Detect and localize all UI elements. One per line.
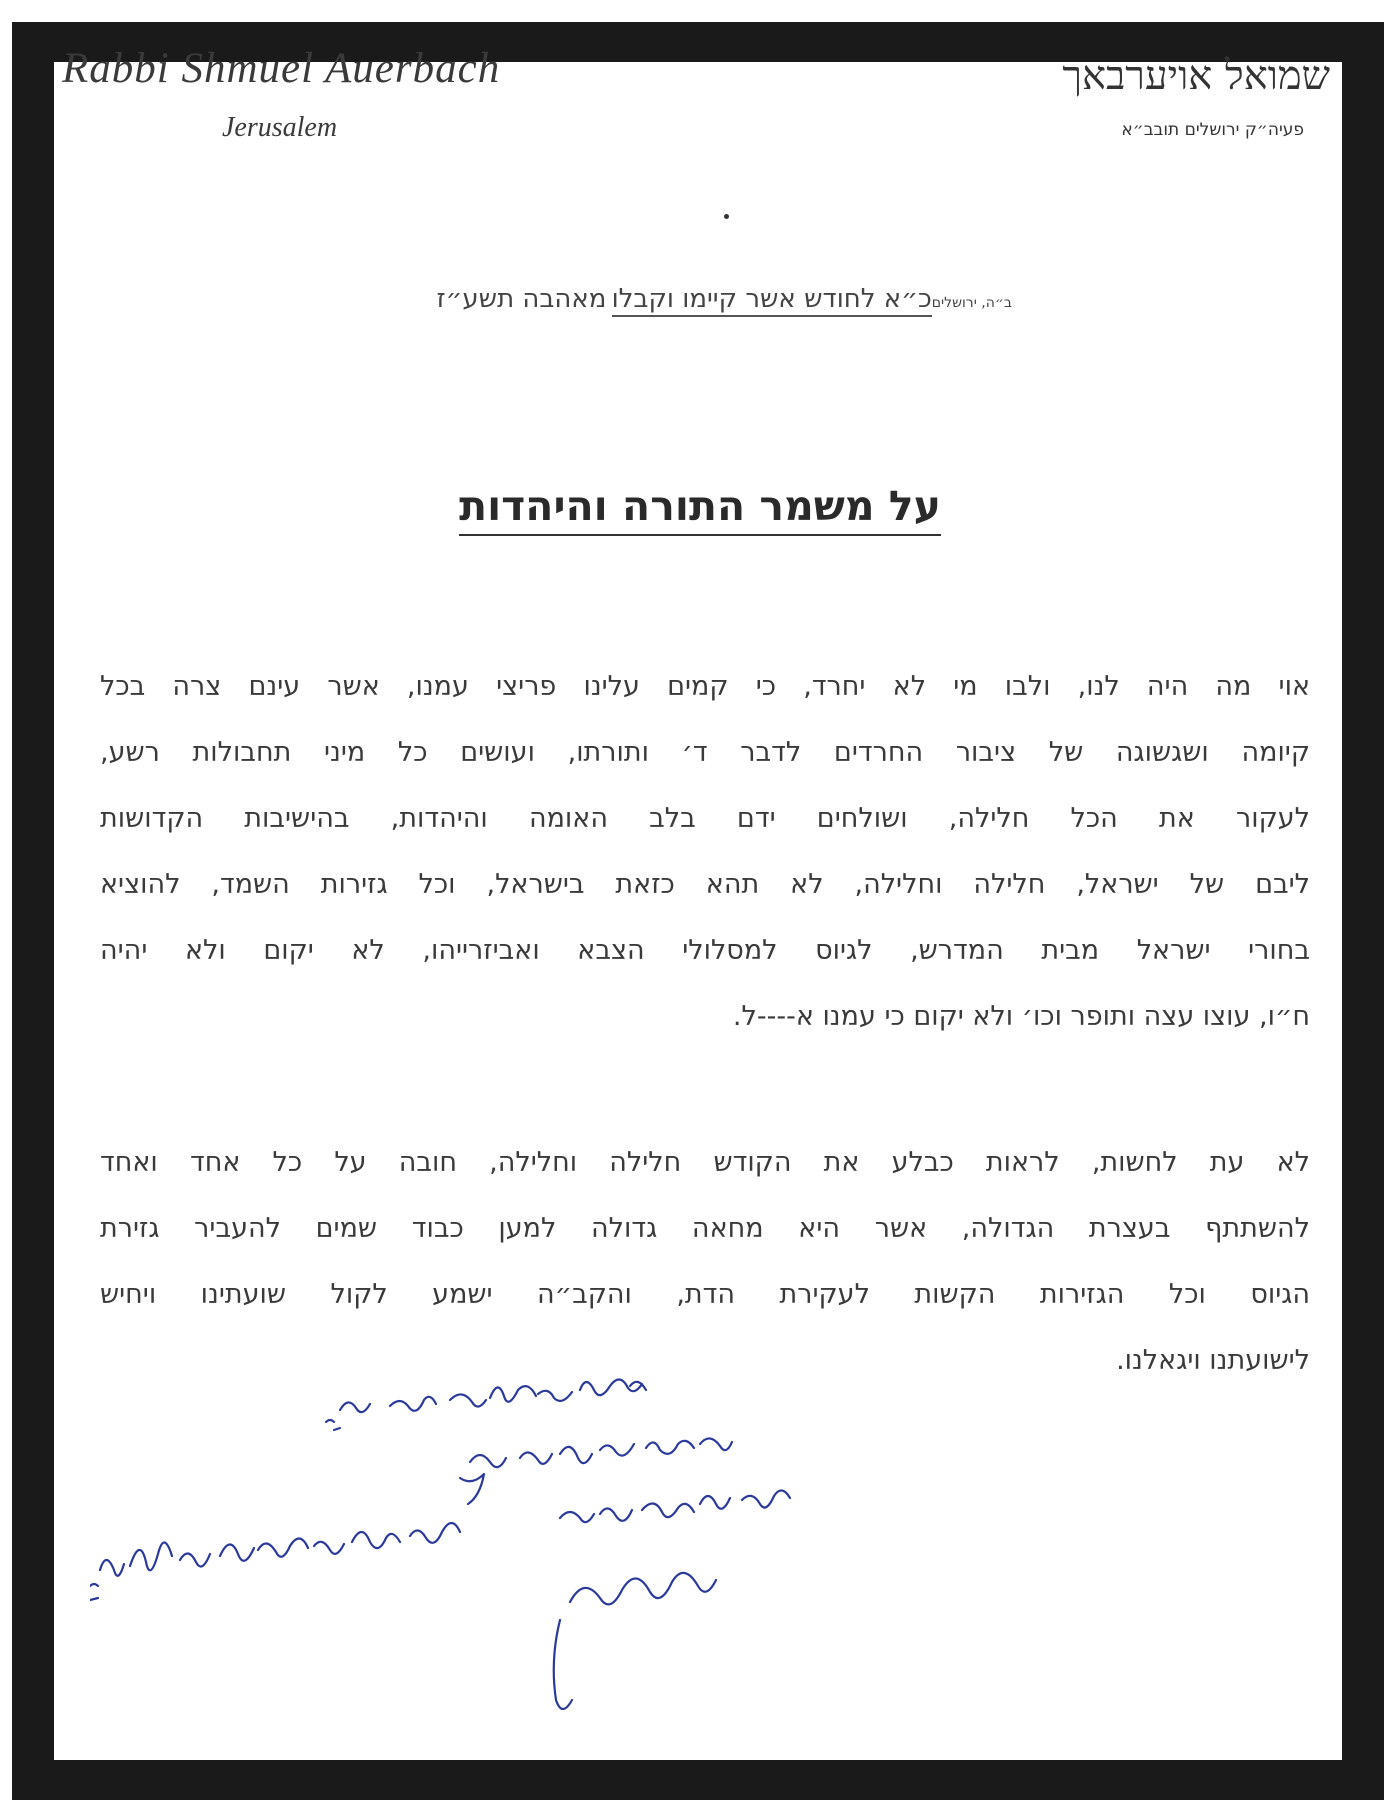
- paragraph-line: לישועתנו ויגאלנו.: [1116, 1345, 1310, 1376]
- letterhead-english-city: Jerusalem: [222, 112, 338, 143]
- paragraph-2: [100, 1130, 1310, 1394]
- letter-title: [0, 482, 1400, 530]
- paragraph-line: הגיוס וכל הגזירות הקשות לעקירת הדת, והקב״ה ישמע לקול שועתינו ויחיש: [100, 1279, 1310, 1310]
- handwritten-signatures: [90, 1370, 1050, 1720]
- paragraph-line: אוי מה היה לנו, ולבו מי לא יחרד, כי קמים עלינו פריצי עמנו, אשר עינם צרה בכל: [100, 671, 1310, 702]
- date-line: [437, 284, 1012, 314]
- paragraph-line: לא עת לחשות, לראות כבלע את הקודש חלילה וחלילה, חובה על כל אחד ואחד: [100, 1147, 1310, 1178]
- paragraph-line: קיומה ושגשוגה של ציבור החרדים לדבר ד׳ ותורתו, ועושים כל מיני תחבולות רשע,: [100, 737, 1310, 768]
- letterhead-hebrew-name: שמואל אויערבאך: [1062, 53, 1330, 99]
- paragraph-line: להשתתף בעצרת הגדולה, אשר היא מחאה גדולה למען כבוד שמים להעביר גזירת: [100, 1213, 1310, 1244]
- letterhead-hebrew-city: פעיה״ק ירושלים תובב״א: [1121, 120, 1304, 140]
- date-text: כ״א לחודש אשר קיימו וקבלו: [612, 284, 932, 317]
- paragraph-line: ליבם של ישראל, חלילה וחלילה, לא תהא כזאת בישראל, וכל גזירות השמד, להוציא: [100, 869, 1310, 900]
- paragraph-line: בחורי ישראל מבית המדרש, לגיוס למסלולי הצבא ואביזרייהו, לא יקום ולא יהיה: [100, 935, 1310, 966]
- letterhead-english-name: Rabbi Shmuel Auerbach: [62, 45, 501, 92]
- decorative-dot: [724, 214, 729, 219]
- paragraph-1: [100, 654, 1310, 1050]
- paragraph-line: לעקור את הכל חלילה, ושולחים ידם בלב האומה והיהדות, בהישיבות הקדושות: [100, 803, 1310, 834]
- date-suffix: מאהבה תשע״ז: [436, 284, 607, 314]
- date-prefix: ב״ה, ירושלים: [931, 295, 1012, 311]
- paragraph-line: ח״ו, עוצו עצה ותופר וכו׳ ולא יקום כי עמנו א----ל.: [732, 1001, 1310, 1032]
- letter-title-text: על משמר התורה והיהדות: [459, 482, 941, 536]
